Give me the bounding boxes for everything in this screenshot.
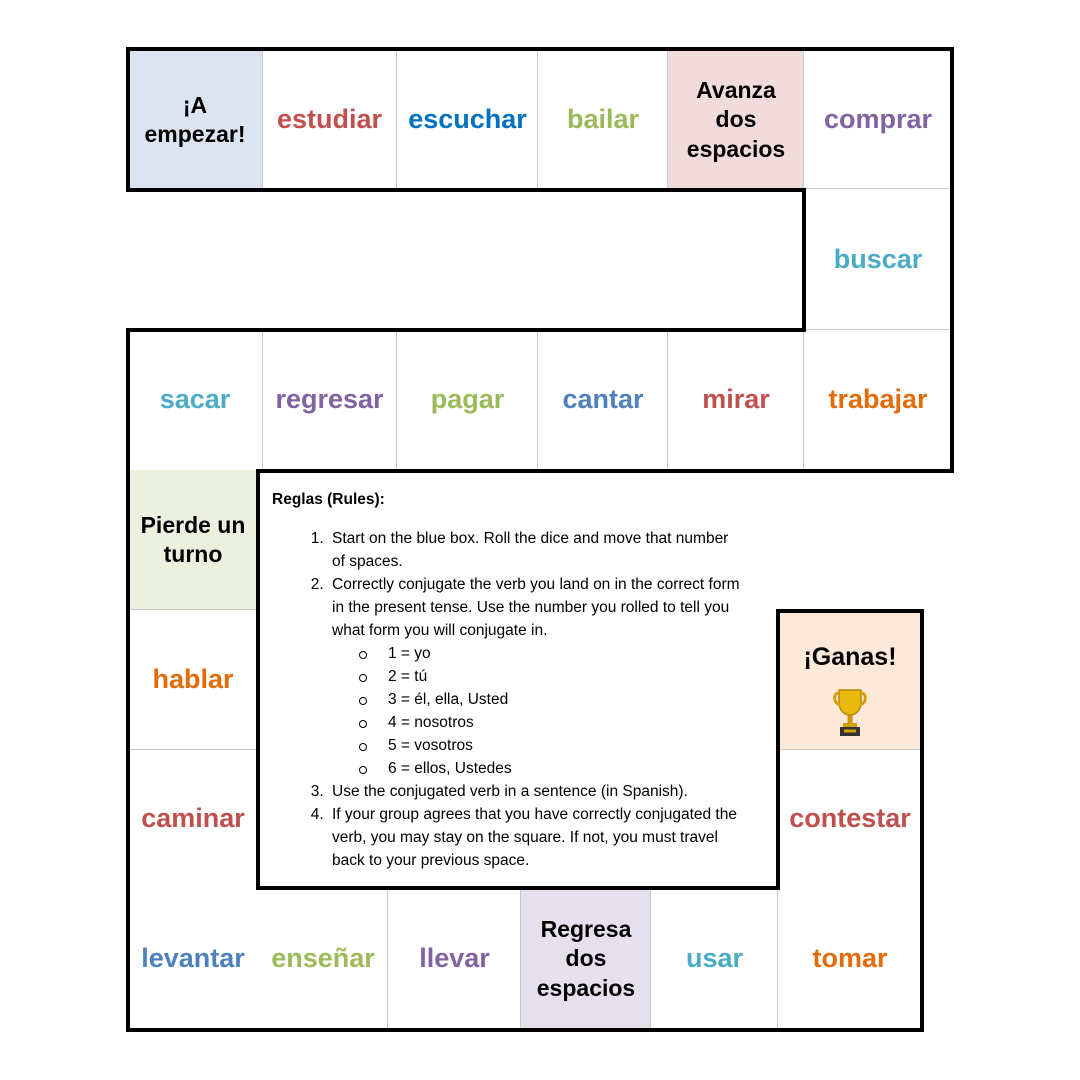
square-trabajar[interactable]: trabajar: [828, 384, 928, 415]
grid-line: [803, 50, 804, 190]
grid-line: [520, 888, 521, 1030]
square-regresar[interactable]: regresar: [275, 384, 384, 415]
go-back-square[interactable]: [521, 888, 651, 1030]
square-mirar[interactable]: mirar: [702, 384, 770, 415]
square-pagar[interactable]: pagar: [430, 384, 505, 415]
square-bailar[interactable]: bailar: [566, 104, 640, 135]
start-label: ¡A empezar!: [144, 91, 246, 147]
path-border: [802, 188, 806, 332]
path-border: [126, 328, 806, 332]
grid-line: [650, 888, 651, 1030]
grid-line: [262, 330, 263, 470]
grid-line: [667, 50, 668, 190]
grid-line: [128, 749, 258, 750]
form-item: 1 = yo: [386, 642, 742, 665]
grid-line: [778, 749, 922, 750]
win-square[interactable]: [778, 612, 922, 750]
form-item: 5 = vosotros: [386, 734, 742, 757]
square-llevar[interactable]: llevar: [419, 943, 490, 974]
path-border: [126, 1028, 924, 1032]
path-border: [776, 609, 924, 613]
grid-line: [803, 330, 804, 470]
square-estudiar[interactable]: estudiar: [276, 104, 383, 135]
rule-step: 4. If your group agrees that you have correctly conjugated the verb, you may stay on the square. If not, you must travel back to your previous space.: [328, 803, 742, 872]
advance-label: Avanza dos espacios: [686, 77, 786, 162]
trophy-icon: [832, 686, 868, 738]
grid-line: [537, 50, 538, 190]
square-buscar[interactable]: buscar: [833, 244, 923, 275]
go-back-label: Regresa dos espacios: [536, 916, 636, 1001]
grid-line: [667, 330, 668, 470]
path-border: [920, 609, 924, 1032]
rule-step: 1. Start on the blue box. Roll the dice and move that number of spaces.: [328, 527, 742, 573]
form-item: 6 = ellos, Ustedes: [386, 757, 742, 780]
rules-panel: [272, 488, 742, 872]
grid-line: [396, 50, 397, 190]
path-border: [126, 47, 954, 51]
rules-list: [272, 527, 742, 872]
lose-turn-square[interactable]: [128, 470, 258, 610]
advance-square[interactable]: [668, 50, 804, 190]
form-item: 2 = tú: [386, 665, 742, 688]
square-escuchar[interactable]: escuchar: [408, 104, 527, 135]
path-border: [776, 609, 780, 890]
square-tomar[interactable]: tomar: [812, 943, 888, 974]
rule-step: [328, 573, 742, 780]
path-border: [126, 47, 130, 192]
square-ensenar[interactable]: enseñar: [271, 943, 375, 974]
square-contestar[interactable]: contestar: [789, 803, 911, 834]
path-border: [256, 469, 260, 890]
square-levantar[interactable]: levantar: [141, 943, 245, 974]
path-border: [950, 47, 954, 473]
square-sacar[interactable]: sacar: [159, 384, 231, 415]
square-cantar[interactable]: cantar: [562, 384, 644, 415]
path-border: [126, 188, 806, 192]
lose-turn-label: Pierde un turno: [140, 511, 246, 567]
rules-title: Reglas (Rules):: [272, 491, 385, 508]
square-caminar[interactable]: caminar: [141, 803, 245, 834]
win-label: ¡Ganas!: [803, 643, 897, 671]
rule-step-text: Correctly conjugate the verb you land on in the correct form in the present tense. Use the number you rolled to tell you what form you will conjugate in.: [332, 576, 740, 639]
start-square[interactable]: [128, 50, 262, 190]
grid-line: [396, 330, 397, 470]
path-border: [256, 469, 954, 473]
grid-line: [804, 329, 952, 330]
square-hablar[interactable]: hablar: [152, 664, 234, 695]
grid-line: [777, 888, 778, 1030]
grid-line: [262, 50, 263, 190]
form-item: 3 = él, ella, Usted: [386, 688, 742, 711]
grid-line: [387, 888, 388, 1030]
grid-line: [537, 330, 538, 470]
square-comprar[interactable]: comprar: [823, 104, 933, 135]
path-border: [256, 886, 780, 890]
path-border: [126, 328, 130, 1032]
grid-line: [128, 609, 258, 610]
square-usar[interactable]: usar: [685, 943, 744, 974]
rule-step: 3. Use the conjugated verb in a sentence (in Spanish).: [328, 780, 742, 803]
form-list: [332, 642, 742, 780]
grid-line: [804, 188, 952, 189]
form-item: 4 = nosotros: [386, 711, 742, 734]
